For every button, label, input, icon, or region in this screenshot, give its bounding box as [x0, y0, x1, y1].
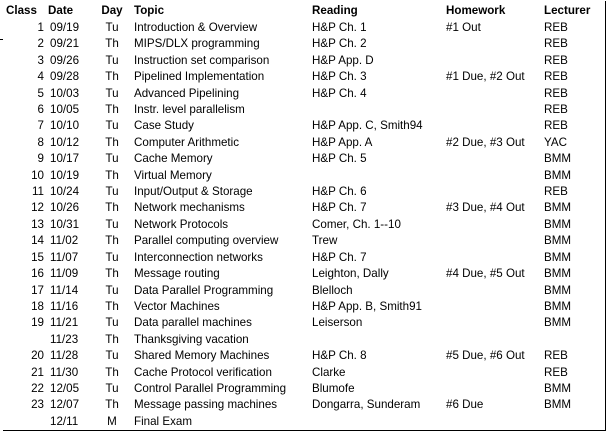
cell-reading: H&P App. D	[312, 53, 374, 67]
cell-topic: Final Exam	[134, 414, 192, 428]
cell-class: 15	[31, 250, 44, 264]
cell-topic: Thanksgiving vacation	[134, 332, 249, 346]
course-schedule-table	[6, 2, 600, 430]
cell-day: Tu	[105, 381, 119, 395]
cell-date: 10/03	[50, 86, 80, 100]
header-lecturer: Lecturer	[544, 4, 591, 17]
cell-homework	[446, 381, 544, 397]
cell-homework: #2 Due, #3 Out	[446, 135, 525, 149]
table-row	[6, 348, 600, 364]
cell-date: 09/19	[50, 21, 80, 34]
cell-reading: Trew	[312, 234, 338, 248]
cell-topic: Case Study	[134, 119, 194, 133]
cell-class: 18	[31, 299, 44, 313]
cell-class: 23	[31, 398, 44, 412]
table-row	[6, 86, 600, 102]
table-row	[6, 151, 600, 167]
cell-homework	[446, 365, 544, 381]
table-row	[6, 118, 600, 134]
cell-class: 13	[31, 217, 44, 231]
cell-reading: H&P Ch. 6	[312, 185, 367, 199]
cell-day: Th	[105, 37, 119, 51]
cell-class: 6	[37, 103, 44, 117]
cell-reading: Blelloch	[312, 283, 353, 297]
cell-reading: H&P Ch. 3	[312, 70, 367, 84]
cell-day: Tu	[105, 185, 119, 199]
cell-date: 10/19	[50, 168, 80, 182]
cell-date: 09/21	[50, 37, 80, 51]
cell-homework	[446, 36, 544, 52]
cell-class: 20	[31, 349, 44, 363]
cell-date: 10/26	[50, 201, 80, 215]
table-row	[6, 414, 600, 430]
cell-date: 10/05	[50, 103, 80, 117]
cell-lecturer: BMM	[544, 381, 572, 395]
cell-reading	[312, 102, 446, 118]
cell-class: 2	[37, 37, 44, 51]
cell-reading: H&P Ch. 7	[312, 250, 367, 264]
cell-lecturer: REB	[544, 21, 568, 34]
header-row	[6, 2, 600, 20]
cell-homework	[446, 250, 544, 266]
cell-class: 9	[37, 152, 44, 166]
cell-topic: MIPS/DLX programming	[134, 37, 260, 51]
cell-date: 09/26	[50, 53, 80, 67]
table-row	[6, 266, 600, 282]
cell-lecturer: REB	[544, 37, 568, 51]
cell-lecturer: BMM	[544, 316, 572, 330]
cell-reading: H&P Ch. 4	[312, 86, 367, 100]
cell-lecturer: BMM	[544, 201, 572, 215]
cell-day: Th	[105, 201, 119, 215]
cell-date: 11/16	[50, 299, 79, 313]
cell-class	[6, 332, 48, 348]
cell-day: Tu	[105, 283, 119, 297]
cell-lecturer: REB	[544, 349, 568, 363]
cell-reading: H&P App. B, Smith91	[312, 299, 422, 313]
cell-lecturer	[544, 414, 600, 430]
table-row	[6, 168, 600, 184]
cell-topic: Control Parallel Programming	[134, 381, 287, 395]
cell-day: Th	[105, 70, 119, 84]
cell-day: Th	[105, 398, 119, 412]
header-reading: Reading	[312, 4, 358, 17]
cell-homework	[446, 217, 544, 233]
cell-day: Tu	[105, 152, 119, 166]
cell-homework: #1 Out	[446, 21, 481, 34]
cell-date: 11/21	[50, 316, 79, 330]
cell-topic: Advanced Pipelining	[134, 86, 240, 100]
cell-reading: H&P Ch. 2	[312, 37, 367, 51]
cell-topic: Network mechanisms	[134, 201, 245, 215]
table-row	[6, 200, 600, 216]
cell-topic: Instruction set comparison	[134, 53, 270, 67]
cell-homework	[446, 151, 544, 167]
cell-date: 11/30	[50, 365, 79, 379]
cell-class: 16	[31, 267, 44, 281]
header-date: Date	[48, 4, 74, 17]
table-row	[6, 36, 600, 52]
cell-reading: Leighton, Dally	[312, 267, 389, 281]
table-row	[6, 283, 600, 299]
cell-reading: Blumofe	[312, 381, 355, 395]
cell-homework: #3 Due, #4 Out	[446, 201, 525, 215]
cell-lecturer: REB	[544, 86, 568, 100]
cell-topic: Instr. level parallelism	[134, 103, 245, 117]
cell-class: 8	[37, 135, 44, 149]
cell-day: Th	[105, 299, 119, 313]
table-row	[6, 233, 600, 249]
cell-topic: Virtual Memory	[134, 168, 212, 182]
table-row	[6, 299, 600, 315]
table-row	[6, 102, 600, 118]
cell-lecturer: REB	[544, 365, 568, 379]
cell-date: 09/28	[50, 70, 80, 84]
cell-date: 12/11	[50, 414, 79, 428]
table-row	[6, 381, 600, 397]
cell-class: 4	[37, 70, 44, 84]
cell-date: 11/07	[50, 250, 79, 264]
cell-reading	[312, 332, 446, 348]
header-class: Class	[6, 4, 37, 17]
cell-homework	[446, 86, 544, 102]
table-row	[6, 53, 600, 69]
cell-reading: Dongarra, Sunderam	[312, 398, 421, 412]
cell-lecturer: BMM	[544, 267, 572, 281]
cell-day: Th	[105, 103, 119, 117]
cell-homework	[446, 299, 544, 315]
cell-lecturer: BMM	[544, 398, 572, 412]
table-row	[6, 184, 600, 200]
cell-date: 10/31	[50, 217, 80, 231]
cell-homework: #6 Due	[446, 398, 484, 412]
cell-homework: #5 Due, #6 Out	[446, 349, 525, 363]
table-row	[6, 315, 600, 331]
cell-date: 10/12	[50, 135, 80, 149]
cell-day: Tu	[105, 53, 119, 67]
cell-day: Th	[105, 332, 119, 346]
cell-date: 10/10	[50, 119, 80, 133]
cell-date: 11/23	[50, 332, 79, 346]
cell-class: 5	[37, 86, 44, 100]
cell-class: 19	[31, 316, 44, 330]
cell-homework	[446, 414, 544, 430]
cell-homework: #4 Due, #5 Out	[446, 267, 525, 281]
table-row	[6, 332, 600, 348]
table-row	[6, 365, 600, 381]
cell-day: Tu	[105, 119, 119, 133]
header-homework: Homework	[446, 4, 506, 17]
table-row	[6, 69, 600, 85]
cell-lecturer: YAC	[544, 135, 567, 149]
cell-day: Tu	[105, 316, 119, 330]
cell-lecturer: REB	[544, 53, 568, 67]
cell-reading: H&P App. A	[312, 135, 373, 149]
cell-homework	[446, 168, 544, 184]
cell-reading	[312, 168, 446, 184]
cell-lecturer: REB	[544, 103, 568, 117]
table-row	[6, 397, 600, 413]
cell-homework	[446, 233, 544, 249]
cell-class: 1	[37, 21, 44, 34]
cell-day: Tu	[105, 21, 119, 34]
cell-class: 17	[31, 283, 44, 297]
cell-reading: H&P Ch. 1	[312, 21, 367, 34]
cell-day: Tu	[105, 250, 119, 264]
cell-homework	[446, 283, 544, 299]
cell-reading: H&P Ch. 8	[312, 349, 367, 363]
cell-lecturer: BMM	[544, 152, 572, 166]
margin-tick	[0, 39, 3, 40]
cell-class: 12	[31, 201, 44, 215]
cell-class: 22	[31, 381, 44, 395]
cell-reading: H&P App. C, Smith94	[312, 119, 423, 133]
cell-topic: Shared Memory Machines	[134, 349, 270, 363]
header-topic: Topic	[134, 4, 165, 17]
cell-topic: Computer Arithmetic	[134, 135, 240, 149]
cell-lecturer	[544, 332, 600, 348]
cell-homework	[446, 118, 544, 134]
cell-date: 11/14	[50, 283, 79, 297]
cell-day: Tu	[105, 86, 119, 100]
cell-day: Th	[105, 168, 119, 182]
header-day: Day	[101, 4, 123, 17]
cell-date: 11/28	[50, 349, 79, 363]
cell-class: 11	[31, 185, 44, 199]
cell-topic: Cache Protocol verification	[134, 365, 272, 379]
cell-topic: Introduction & Overview	[134, 21, 258, 34]
cell-class: 14	[31, 234, 44, 248]
cell-topic: Data parallel machines	[134, 316, 252, 330]
cell-homework	[446, 102, 544, 118]
cell-day: M	[107, 414, 117, 428]
table-row	[6, 217, 600, 233]
cell-reading: H&P Ch. 5	[312, 152, 367, 166]
cell-lecturer: BMM	[544, 283, 572, 297]
cell-class: 21	[31, 365, 44, 379]
cell-class: 3	[37, 53, 44, 67]
cell-topic: Input/Output & Storage	[134, 185, 253, 199]
cell-day: Th	[105, 135, 119, 149]
cell-date: 10/24	[50, 185, 80, 199]
cell-lecturer: REB	[544, 70, 568, 84]
cell-date: 12/07	[50, 398, 80, 412]
cell-homework	[446, 53, 544, 69]
cell-lecturer: BMM	[544, 234, 572, 248]
cell-date: 10/17	[50, 152, 80, 166]
cell-date: 11/02	[50, 234, 79, 248]
cell-class: 10	[31, 168, 44, 182]
cell-lecturer: REB	[544, 185, 568, 199]
cell-reading: Leiserson	[312, 316, 363, 330]
table-row	[6, 20, 600, 36]
cell-topic: Cache Memory	[134, 152, 213, 166]
table-row	[6, 135, 600, 151]
cell-class: 7	[37, 119, 44, 133]
cell-topic: Network Protocols	[134, 217, 229, 231]
cell-day: Tu	[105, 217, 119, 231]
cell-lecturer: BMM	[544, 168, 572, 182]
cell-date: 11/09	[50, 267, 79, 281]
cell-date: 12/05	[50, 381, 80, 395]
cell-topic: Interconnection networks	[134, 250, 263, 264]
cell-homework: #1 Due, #2 Out	[446, 70, 525, 84]
cell-topic: Vector Machines	[134, 299, 220, 313]
cell-topic: Pipelined Implementation	[134, 70, 265, 84]
cell-reading: Clarke	[312, 365, 346, 379]
cell-lecturer: REB	[544, 119, 568, 133]
cell-homework	[446, 315, 544, 331]
cell-day: Th	[105, 267, 119, 281]
cell-topic: Message routing	[134, 267, 220, 281]
cell-reading: H&P Ch. 7	[312, 201, 367, 215]
cell-class	[6, 414, 48, 430]
cell-homework	[446, 332, 544, 348]
cell-reading	[312, 414, 446, 430]
cell-day: Th	[105, 234, 119, 248]
table-row	[6, 250, 600, 266]
cell-topic: Message passing machines	[134, 398, 278, 412]
cell-homework	[446, 184, 544, 200]
cell-topic: Data Parallel Programming	[134, 283, 274, 297]
cell-reading: Comer, Ch. 1--10	[312, 217, 401, 231]
cell-lecturer: BMM	[544, 250, 572, 264]
cell-day: Th	[105, 365, 119, 379]
cell-day: Tu	[105, 349, 119, 363]
cell-lecturer: BMM	[544, 217, 572, 231]
cell-lecturer: BMM	[544, 299, 572, 313]
cell-topic: Parallel computing overview	[134, 234, 279, 248]
